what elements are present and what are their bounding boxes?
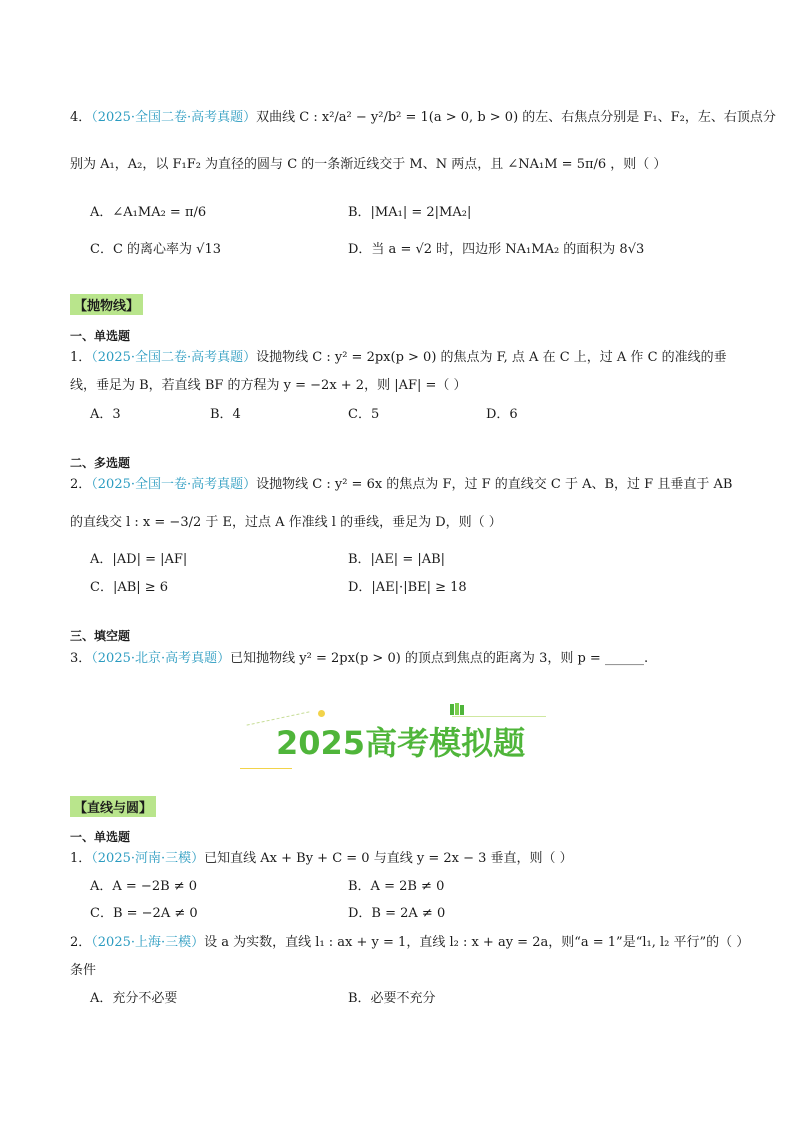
option-d: D．当 a = √2 时，四边形 NA₁MA₂ 的面积为 8√3 [348,242,645,257]
option-a: A．|AD| = |AF| [90,552,188,567]
parabola-q2-line2: 的直线交 l : x = −3/2 于 E，过点 A 作准线 l 的垂线，垂足为 D，则（ ） [70,515,502,530]
line-circle-q2 [70,931,749,950]
question-text: 设抛物线 C : y² = 6x 的焦点为 F，过 F 的直线交 C 于 A、B，过 F 且垂直于 AB [256,477,733,492]
question-number: 2． [70,477,92,492]
subheading-single-choice: 一、单选题 [70,329,131,343]
option-c: C．|AB| ≥ 6 [90,580,169,595]
line-circle-q1 [70,847,573,866]
question-text: 设抛物线 C : y² = 2px(p > 0) 的焦点为 F, 点 A 在 C 上，过 A 作 C 的准线的垂 [256,350,727,365]
subheading-multi-choice: 二、多选题 [70,456,131,470]
option-a: A．充分不必要 [90,991,178,1006]
option-d: D．B = 2A ≠ 0 [348,906,446,921]
banner-dot-icon [318,710,325,717]
option-c: C．C 的离心率为 √13 [90,242,221,257]
question-number: 2． [70,935,92,950]
section-title-line-circle: 【直线与圆】 [70,796,156,817]
question-source: （2025·全国二卷·高考真题） [91,350,257,365]
question-source: （2025·上海·三模） [91,935,205,950]
question-4-line2: 别为 A₁，A₂，以 F₁F₂ 为直径的圆与 C 的一条渐近线交于 M、N 两点，且 ∠NA₁M = 5π/6 ，则（ ） [70,157,667,172]
option-c: C．B = −2A ≠ 0 [90,906,198,921]
option-a: A．A = −2B ≠ 0 [90,879,198,894]
question-text: 双曲线 C : x²/a² − y²/b² = 1(a > 0, b > 0) 的左、右焦点分别是 F₁、F₂，左、右顶点分 [256,110,776,125]
question-number: 3． [70,651,92,666]
parabola-q1 [70,346,727,365]
line-circle-q2-line2: 条件 [70,963,97,978]
section-title-parabola: 【抛物线】 [70,294,143,315]
question-source: （2025·全国二卷·高考真题） [91,110,257,125]
option-b: B．4 [210,407,241,422]
banner-top-line [452,716,546,717]
question-number: 1． [70,350,92,365]
question-text: 已知直线 Ax + By + C = 0 与直线 y = 2x − 3 垂直，则（ ） [204,851,573,866]
option-b: B．|MA₁| = 2|MA₂| [348,205,472,220]
parabola-q3 [70,647,648,666]
question-text: 设 a 为实数，直线 l₁ : ax + y = 1，直线 l₂ : x + ay = 2a，则“a = 1”是“l₁, l₂ 平行”的（ ） [204,935,750,950]
option-d: D．|AE|·|BE| ≥ 18 [348,580,467,595]
question-4 [70,106,776,125]
question-source: （2025·河南·三模） [91,851,205,866]
subheading-single-choice: 一、单选题 [70,830,131,844]
question-source: （2025·北京·高考真题） [91,651,231,666]
question-number: 1． [70,851,92,866]
option-a: A．3 [90,407,121,422]
parabola-q1-line2: 线，垂足为 B，若直线 BF 的方程为 y = −2x + 2，则 |AF| =（ ） [70,378,467,393]
option-b: B．必要不充分 [348,991,436,1006]
banner-title: 2025高考模拟题 [276,724,526,762]
banner-bottom-line [240,768,292,769]
parabola-q2 [70,473,732,492]
option-b: B．A = 2B ≠ 0 [348,879,445,894]
question-text: 已知抛物线 y² = 2px(p > 0) 的顶点到焦点的距离为 3，则 p = ______. [230,651,649,666]
question-number: 4． [70,110,92,125]
subheading-fill-blank: 三、填空题 [70,629,131,643]
option-a: A．∠A₁MA₂ = π/6 [90,205,207,220]
question-source: （2025·全国一卷·高考真题） [91,477,257,492]
books-icon [450,703,466,715]
option-d: D．6 [486,407,518,422]
option-b: B．|AE| = |AB| [348,552,446,567]
option-c: C．5 [348,407,380,422]
